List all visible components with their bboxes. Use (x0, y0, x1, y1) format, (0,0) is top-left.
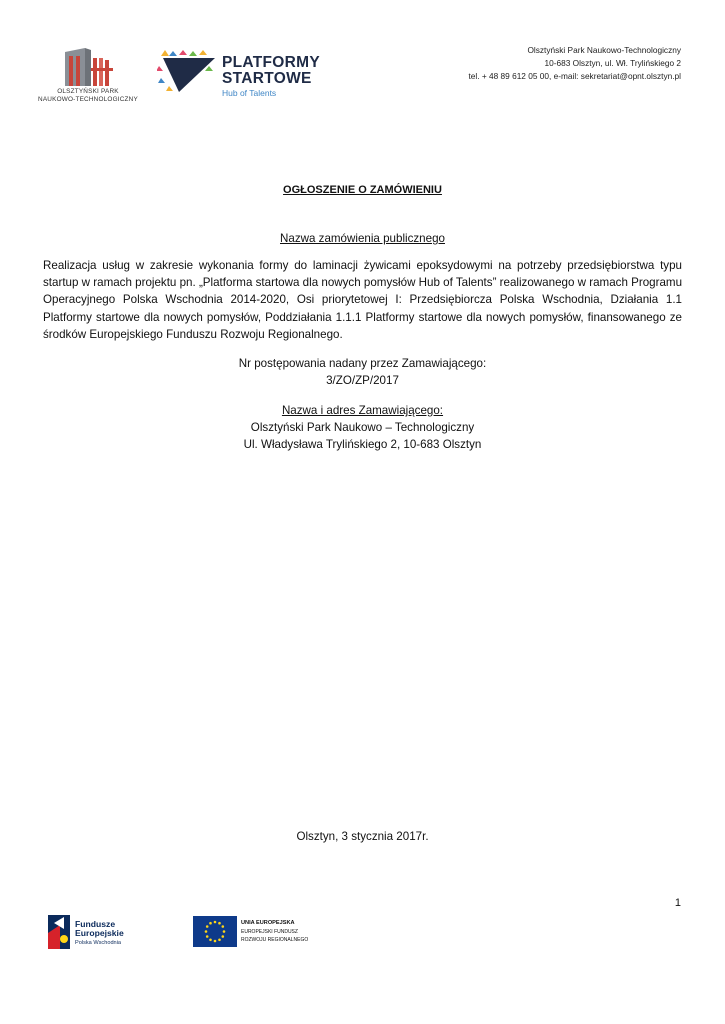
order-description: Realizacja usług w zakresie wykonania formy do laminacji żywicami epoksydowymi na potrzeby przedsiębiorstwa typu startup w ramach projektu pn. „Platforma startowa dla nowych pomysłów Hub of Talents” realizowanego w ramach Programu Operacyjnego Polska Wschodnia 2014-2020, Osi priorytetowej I: Przedsiębiorcza Polska Wschodnia, Działania 1.1 Platformy startowe dla nowych pomysłów, Poddziałania 1.1.1 Platformy startowe dla nowych pomysłów, finansowanego ze środków Europejskiego Funduszu Rozwoju Regionalnego. (43, 259, 683, 341)
buyer-name: Olsztyński Park Naukowo – Technologiczny (250, 421, 475, 434)
platformy-logo-title: PLATFORMY STARTOWE (222, 54, 320, 87)
fe-logo-line3: Polska Wschodnia (75, 940, 122, 946)
procedure-number-label: Nr postępowania nadany przez Zamawiającego: (238, 357, 487, 370)
buyer-address: Ul. Władysława Trylińskiego 2, 10-683 Olsztyn (243, 438, 482, 451)
fe-logo-line2: Europejskie (75, 928, 124, 938)
header-contact (381, 44, 681, 83)
contact-line-name: Olsztyński Park Naukowo-Technologiczny (527, 45, 681, 55)
opnt-logo-text: OLSZTYŃSKI PARK NAUKOWO-TECHNOLOGICZNY (38, 88, 138, 103)
order-name-heading: Nazwa zamówienia publicznego (280, 232, 445, 245)
page-number: 1 (674, 897, 681, 909)
fe-logo-line1: Fundusze (75, 919, 116, 929)
buyer-heading: Nazwa i adres Zamawiającego: (281, 404, 444, 417)
fundusze-europejskie-logo-icon (48, 915, 70, 949)
contact-line-phone-email: tel. + 48 89 612 05 00, e-mail: sekretariat@opnt.olsztyn.pl (468, 71, 681, 81)
eu-flag-icon (193, 916, 237, 947)
platformy-startowe-logo-icon (157, 48, 219, 94)
eu-logo-line2: EUROPEJSKI FUNDUSZ (241, 929, 298, 935)
procedure-number: 3/ZO/ZP/2017 (326, 374, 399, 387)
eu-logo-line1: UNIA EUROPEJSKA (241, 920, 295, 926)
platformy-logo-subtitle: Hub of Talents (222, 88, 277, 98)
contact-line-address: 10-683 Olsztyn, ul. Wł. Trylińskiego 2 (544, 58, 681, 68)
document-title: OGŁOSZENIE O ZAMÓWIENIU (283, 184, 442, 196)
eu-logo-line3: ROZWOJU REGIONALNEGO (241, 937, 309, 943)
place-and-date: Olsztyn, 3 stycznia 2017r. (296, 830, 429, 843)
